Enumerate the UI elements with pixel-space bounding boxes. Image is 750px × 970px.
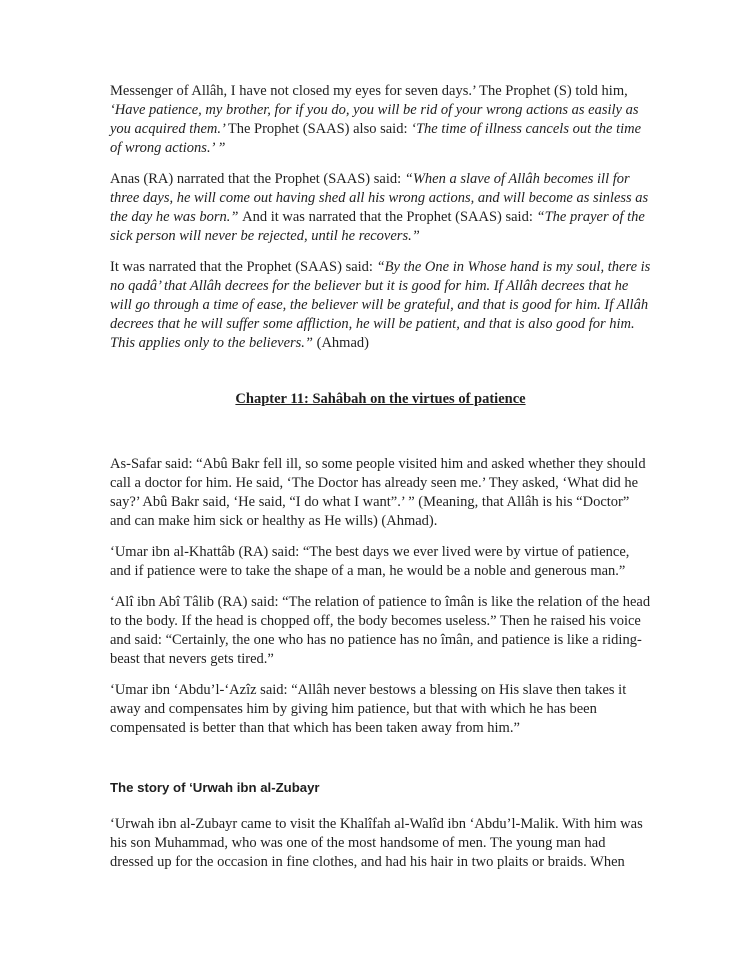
paragraph-anas-hadith: [110, 170, 651, 246]
paragraph-illness-hadith: [110, 82, 651, 158]
text-segment: And it was narrated that the Prophet (SAAS) said:: [242, 209, 537, 225]
chapter-heading: Chapter 11: Sahâbah on the virtues of patience: [235, 391, 526, 407]
text-segment: “The prayer of the sick person will never be rejected, until he recovers.”: [110, 209, 645, 244]
text-segment: ‘Umar ibn ‘Abdu’l-‘Azîz said: “Allâh never bestows a blessing on His slave then takes it away and compensates him by giving him patience, but that with which he has been compensated is better than that which has been taken away from him.”: [110, 682, 627, 736]
text-segment: (Ahmad): [316, 335, 369, 351]
text-segment: “When a slave of Allâh becomes ill for three days, he will come out having shed all his wrong actions, and will become as sinless as the day he was born.”: [110, 171, 649, 225]
paragraph-abu-bakr: [110, 455, 651, 531]
paragraph-qada-hadith: [110, 258, 651, 353]
text-segment: ‘The time of illness cancels out the time of wrong actions.’ ”: [110, 121, 642, 156]
text-segment: ‘Umar ibn al-Khattâb (RA) said: “The best days we ever lived were by virtue of patience, and if patience were to take the shape of a man, he would be a noble and generous man.”: [110, 544, 630, 579]
section-subheading: The story of ‘Urwah ibn al-Zubayr: [110, 780, 320, 795]
text-segment: As-Safar said: “Abû Bakr fell ill, so some people visited him and asked whether they should call a doctor for him. He said, ‘The Doctor has already seen me.’ They asked, ‘What did he say?’ Abû Bakr said, ‘He said, “I do what I want”.’ ” (Meaning, that Allâh is his “Doctor” and can make him sick or healthy as He wills) (Ahmad).: [110, 456, 646, 529]
text-segment: It was narrated that the Prophet (SAAS) said:: [110, 259, 377, 275]
paragraph-umar-aziz: [110, 681, 651, 738]
text-segment: ‘Urwah ibn al-Zubayr came to visit the Khalîfah al-Walîd ibn ‘Abdu’l-Malik. With him was his son Muhammad, who was one of the most handsome of men. The young man had dressed up for the occasion in fine clothes, and had his hair in two plaits or braids. When: [110, 816, 643, 870]
paragraph-umar-khattab: [110, 543, 651, 581]
text-segment: “By the One in Whose hand is my soul, there is no qadâ’ that Allâh decrees for the believer but it is good for him. If Allâh decrees that he will go through a time of ease, the believer will be grateful, and that is good for him. If Allâh decrees that he will suffer some affliction, he will be patient, and that is also good for him. This applies only to the believers.”: [110, 259, 651, 351]
paragraph-urwah-story: [110, 815, 651, 872]
text-segment: ‘Have patience, my brother, for if you do, you will be rid of your wrong actions as easily as you acquired them.’: [110, 102, 639, 137]
paragraph-ali-talib: [110, 593, 651, 669]
text-segment: The Prophet (SAAS) also said:: [227, 121, 412, 137]
text-segment: Messenger of Allâh, I have not closed my eyes for seven days.’ The Prophet (S) told him,: [110, 83, 628, 99]
text-segment: Anas (RA) narrated that the Prophet (SAAS) said:: [110, 171, 405, 187]
text-segment: ‘Alî ibn Abî Tâlib (RA) said: “The relation of patience to îmân is like the relation of the head to the body. If the head is chopped off, the body becomes useless.” Then he raised his voice and said: “Certainly, the one who has no patience has no îmân, and patience is like a riding-beast that nevers gets tired.”: [110, 594, 651, 667]
page-content: [110, 82, 651, 884]
